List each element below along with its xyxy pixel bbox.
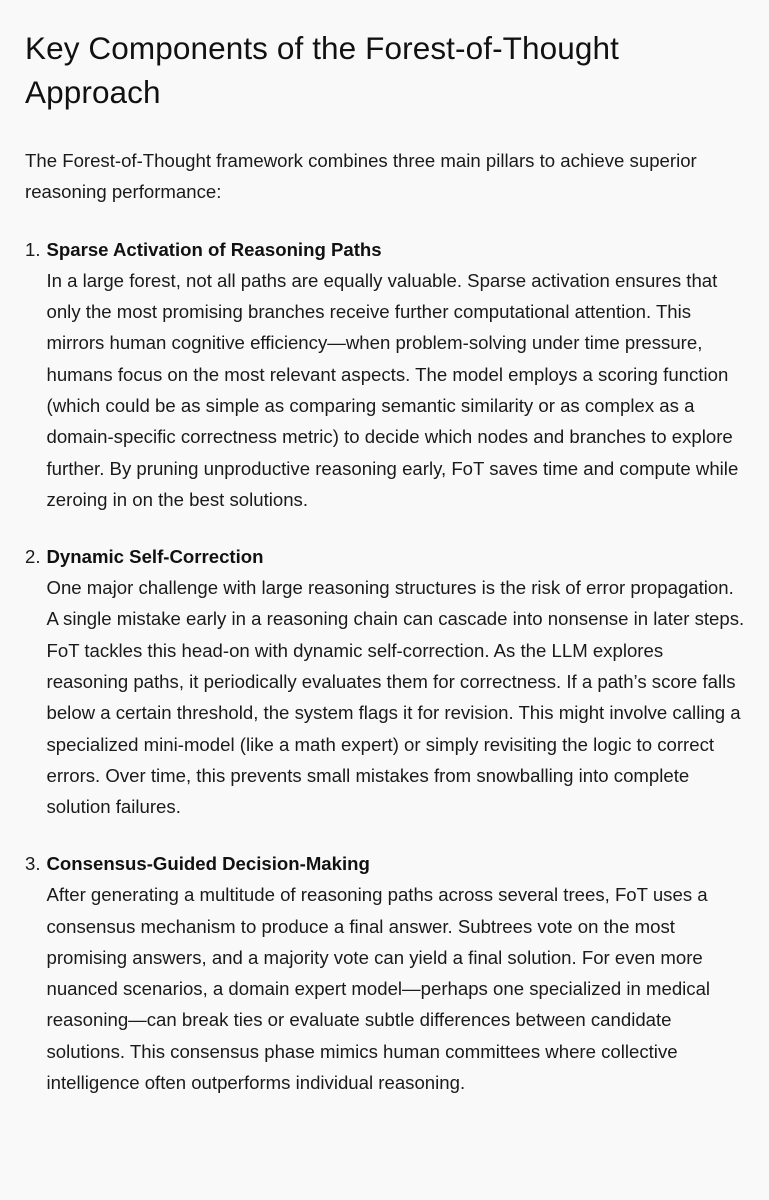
list-item-body: In a large forest, not all paths are equally valuable. Sparse activation ensures that only the most promising branches receive further computational attention. This mirrors human cognitive efficiency—when problem-solving under time pressure, humans focus on the most relevant aspects. The model employs a scoring function (which could be as simple as comparing semantic similarity or as complex as a domain-specific correctness metric) to decide which nodes and branches to explore further. By pruning unproductive reasoning early, FoT saves time and compute while zeroing in on the best solutions. [46,269,739,510]
page-title: Key Components of the Forest-of-Thought Approach [25,30,619,110]
list-item-dynamic-self-correction [25,541,745,823]
intro-paragraph: The Forest-of-Thought framework combines three main pillars to achieve superior reasoning performance: [25,150,697,203]
list-item-title: Sparse Activation of Reasoning Paths [46,238,382,260]
list-item-sparse-activation [25,234,745,516]
list-item-consensus-guided [25,848,745,1098]
list-item-body: After generating a multitude of reasoning paths across several trees, FoT uses a consensus mechanism to produce a final answer. Subtrees vote on the most promising answers, and a majority vote can yield a final solution. For even more nuanced scenarios, a domain expert model—perhaps one specialized in medical reasoning—can break ties or evaluate subtle differences between candidate solutions. This consensus phase mimics human committees where collective intelligence often outperforms individual reasoning. [46,884,711,1094]
list-item-number: 1. [25,238,41,260]
list-item-number: 2. [25,545,41,567]
list-item-body: One major challenge with large reasoning structures is the risk of error propagation. A single mistake early in a reasoning chain can cascade into nonsense in later steps. FoT tackles this head-on with dynamic self-correction. As the LLM explores reasoning paths, it periodically evaluates them for correctness. If a path’s score falls below a certain threshold, the system flags it for revision. This might involve calling a specialized mini-model (like a math expert) or simply revisiting the logic to correct errors. Over time, this prevents small mistakes from snowballing into complete solution failures. [46,577,745,818]
list-item-number: 3. [25,852,41,874]
list-item-title: Consensus-Guided Decision-Making [46,852,370,874]
list-item-title: Dynamic Self-Correction [46,545,264,567]
components-list [25,234,745,1099]
